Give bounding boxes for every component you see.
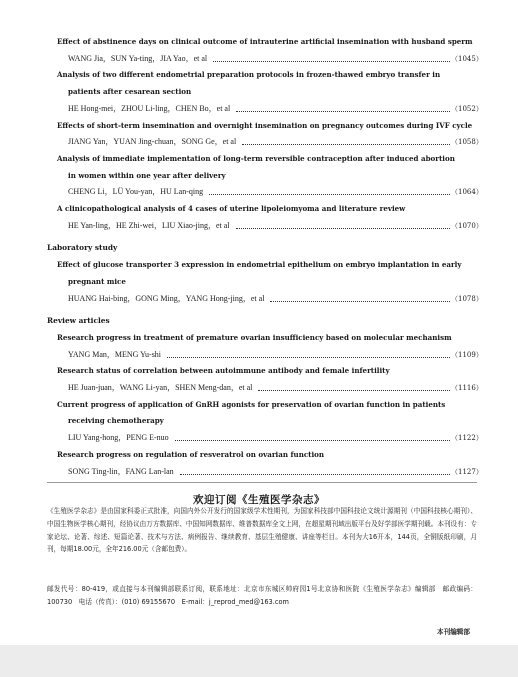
dot-leader <box>167 357 450 358</box>
dot-leader <box>236 111 450 112</box>
entry-page-number: （1116） <box>451 384 483 392</box>
entry-title-line: A clinicopathological analysis of 4 cases of uterine lipoleiomyoma and literature review <box>57 204 406 213</box>
dot-leader <box>213 61 450 62</box>
section-heading-review: Review articles <box>47 316 110 326</box>
entry-authors: HE Juan-juan，WANG Li-yan，SHEN Meng-dan，et al <box>68 383 253 392</box>
entry-title-line: in women within one year after delivery <box>68 170 226 180</box>
section-heading-laboratory: Laboratory study <box>47 243 118 253</box>
entry-title-line: Effects of short-term insemination and overnight insemination on pregnancy outcomes during IVF cycle <box>57 120 473 130</box>
entry-authors: JIANG Yan，YUAN Jing-chuan，SONG Ge，et al <box>68 137 237 147</box>
entry-page-number: （1127） <box>451 467 483 476</box>
dot-leader <box>236 228 450 229</box>
entry-authors: HUANG Hai-bing，GONG Ming，YANG Hong-jing，et al <box>68 293 265 303</box>
dot-leader <box>209 194 450 195</box>
entry-page-number: （1122） <box>451 434 483 443</box>
entry-authors: LIU Yang-hong，PENG E-nuo <box>68 433 169 443</box>
subscribe-paragraph-2: 邮发代号：80-419，或直接与本刊编辑部联系订阅，联系地址：北京市东城区帅府园1号北京协和医院《生殖医学杂志》编辑部 邮政编码：100730 电话（传真）：(010) 69155670 E-mail：j_reprod_med@163.com <box>47 585 477 606</box>
dot-leader <box>242 144 450 145</box>
entry-page-number: （1045） <box>451 54 483 63</box>
entry-title-line: Effect of abstinence days on clinical outcome of intrauterine artificial insemination with husband sperm <box>57 37 473 46</box>
dot-leader <box>180 474 450 475</box>
entry-page-number: （1058） <box>451 138 483 147</box>
entry-authors: CHENG Li，LÜ You-yan，HU Lan-qing <box>68 187 204 197</box>
entry-authors: YANG Man，MENG Yu-shi <box>68 349 162 359</box>
entry-page-number: （1052） <box>451 104 483 113</box>
dot-leader <box>270 301 450 302</box>
entry-title-line: patients after cesarean section <box>68 87 192 97</box>
entry-page-number: （1064） <box>451 188 483 197</box>
entry-title-line: Research progress in treatment of premature ovarian insufficiency based on molecular mechanism <box>57 332 452 342</box>
entry-title-line: Current progress of application of GnRH agonists for preservation of ovarian function in patients <box>57 399 446 409</box>
editorial-signature: 本刊编辑部 <box>437 628 470 636</box>
dot-leader <box>258 390 450 391</box>
entry-title-line: Analysis of immediate implementation of long-term reversible contraception after induced abortion <box>57 153 455 163</box>
entry-title-line: pregnant mice <box>68 276 126 286</box>
entry-title-line: receiving chemotherapy <box>68 416 164 426</box>
entry-authors: WANG Jia，SUN Ya-ting，JIA Yao，et al <box>68 53 208 63</box>
entry-authors: HE Yan-ling，HE Zhi-wei，LIU Xiao-jing，et al <box>68 220 230 230</box>
entry-title-line: Research progress on regulation of resveratrol on ovarian function <box>57 449 325 459</box>
subscribe-paragraph-1: 《生殖医学杂志》是由国家科委正式批准，向国内外公开发行的国家级学术性期刊，为国家科技部中国科技论文统计源期刊（中国科技核心期刊）、中国生物医学核心期刊，经协议由万方数据库、中国知网数据库、维普数据库全文上网，在超星期刊域出版平台及好学部医学期刊载。本刊设有：专家论坛、论著、综述、短篇论著、技术与方法、病例报告、继续教育、基层生殖健康、讲座等栏目。本刊为大16开本，144页，全铜版纸印刷，月刊，每期18.00元，全年216.00元（含邮包费）。 <box>47 507 477 554</box>
entry-title-line: Research status of correlation between autoimmune antibody and female infertility <box>57 366 390 376</box>
entry-authors: HE Hong-mei，ZHOU Li-ling，CHEN Bo，et al <box>68 103 231 113</box>
dot-leader <box>175 440 450 441</box>
entry-page-number: （1109） <box>451 350 483 359</box>
entry-title-line: Analysis of two different endometrial preparation protocols in frozen-thawed embryo transfer in <box>57 70 441 80</box>
entry-page-number: （1070） <box>451 221 483 230</box>
entry-title-line: Effect of glucose transporter 3 expression in endometrial epithelium on embryo implantation in early <box>57 260 462 270</box>
entry-page-number: （1078） <box>451 294 483 303</box>
bottom-margin <box>0 645 518 677</box>
subscribe-title: 欢迎订阅《生殖医学杂志》 <box>193 494 325 506</box>
divider-top <box>47 482 477 483</box>
entry-authors: SONG Ting-lin，FANG Lan-lan <box>68 466 174 476</box>
